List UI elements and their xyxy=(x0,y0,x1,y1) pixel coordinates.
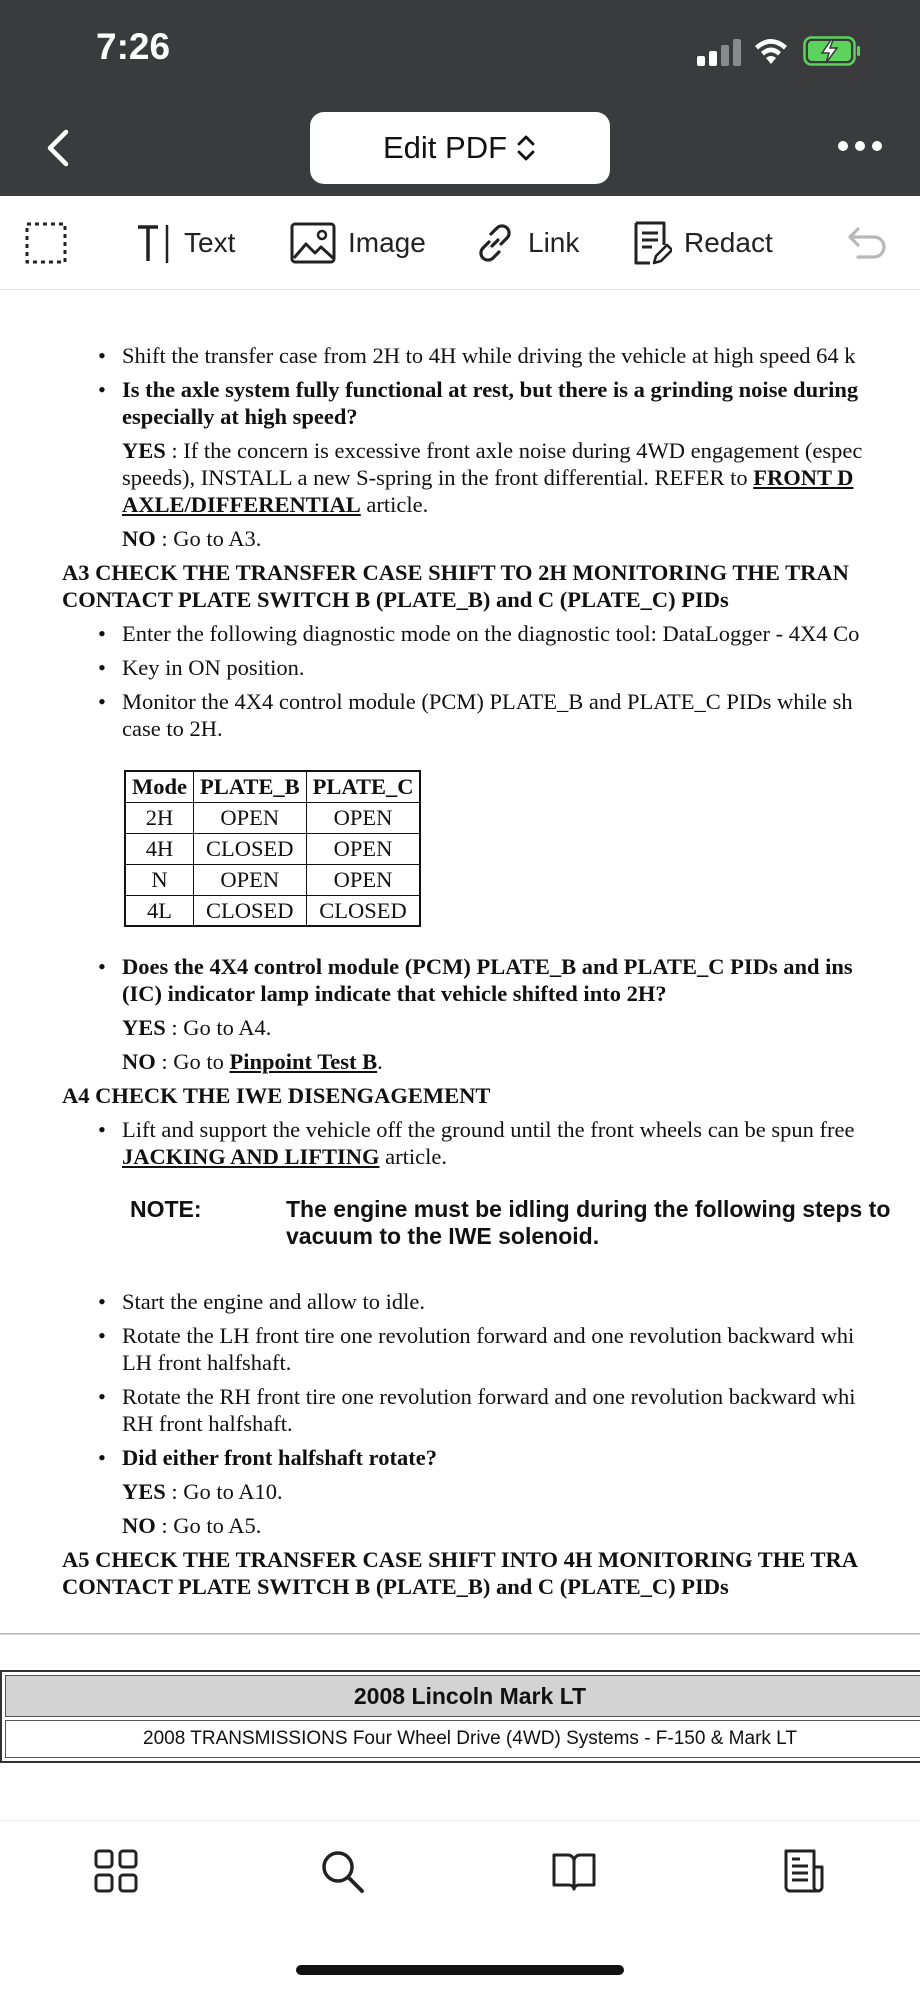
question-item: • Did either front halfshaft rotate? xyxy=(62,1444,920,1471)
link-tool-label: Link xyxy=(528,227,580,258)
bullet-item: • Shift the transfer case from 2H to 4H while driving the vehicle at high speed 64 k xyxy=(62,342,920,369)
redact-tool-label: Redact xyxy=(684,227,773,258)
redact-tool-button[interactable] xyxy=(632,196,773,290)
marquee-select-icon xyxy=(24,221,68,265)
search-icon[interactable] xyxy=(318,1847,366,1895)
redact-icon xyxy=(632,219,672,267)
image-tool-label: Image xyxy=(348,227,426,258)
pinpoint-test-b-link[interactable]: Pinpoint Test B xyxy=(229,1049,378,1074)
bullet-item: • Lift and support the vehicle off the ground until the front wheels can be spun free JACKING AND LIFTING article. xyxy=(62,1116,920,1170)
cellular-signal-icon xyxy=(697,38,741,66)
section-heading-a5: A5 CHECK THE TRANSFER CASE SHIFT INTO 4H MONITORING THE TRA CONTACT PLATE SWITCH B (PLATE_B) and C (PLATE_C) PIDs xyxy=(62,1547,859,1599)
thumbnails-grid-icon[interactable] xyxy=(92,1847,140,1895)
document-footer-box xyxy=(0,1670,920,1763)
status-time: 7:26 xyxy=(96,26,171,67)
table-row: 4H CLOSED OPEN xyxy=(125,833,420,864)
jacking-lifting-link[interactable]: JACKING AND LIFTING xyxy=(122,1144,380,1169)
top-bar xyxy=(0,0,920,196)
answer-yes: YES : Go to A4. xyxy=(122,1015,272,1040)
back-chevron-icon[interactable] xyxy=(42,128,76,168)
select-tool-button[interactable] xyxy=(24,196,68,290)
footer-section-title: 2008 TRANSMISSIONS Four Wheel Drive (4WD) Systems - F-150 & Mark LT xyxy=(5,1720,920,1758)
bullet-item: • Key in ON position. xyxy=(62,654,920,681)
table-row: 2H OPEN OPEN xyxy=(125,802,420,833)
page-separator xyxy=(0,1633,920,1635)
bottom-navigation xyxy=(0,1820,920,1990)
bullet-item: • Rotate the RH front tire one revolution forward and one revolution backward whi RH front halfshaft. xyxy=(62,1383,920,1437)
up-down-chevron-icon xyxy=(515,133,537,163)
link-icon xyxy=(474,222,516,264)
question-item: • Does the 4X4 control module (PCM) PLATE_B and PLATE_C PIDs and ins (IC) indicator lamp indicate that vehicle shifted into 2H? xyxy=(62,953,920,1007)
bullet-item: • Rotate the LH front tire one revolution forward and one revolution backward whi LH front halfshaft. xyxy=(62,1322,920,1376)
footer-vehicle-title: 2008 Lincoln Mark LT xyxy=(5,1675,920,1717)
answer-no: NO : Go to A3. xyxy=(122,526,262,551)
edit-mode-label: Edit PDF xyxy=(382,130,508,165)
section-heading-a4: A4 CHECK THE IWE DISENGAGEMENT xyxy=(62,1083,491,1108)
bullet-item: • Monitor the 4X4 control module (PCM) PLATE_B and PLATE_C PIDs while sh case to 2H. xyxy=(62,688,920,742)
image-tool-button[interactable] xyxy=(290,196,426,290)
battery-charging-icon xyxy=(803,36,861,66)
home-indicator[interactable] xyxy=(296,1965,624,1975)
front-axle-link[interactable]: FRONT D xyxy=(753,465,854,490)
edit-mode-selector[interactable] xyxy=(310,112,610,184)
edit-toolbar xyxy=(0,196,920,290)
pdf-page-footer-area xyxy=(0,1650,920,1822)
note-text: The engine must be idling during the following steps to vacuum to the IWE solenoid. xyxy=(286,1196,891,1249)
question-item: • Is the axle system fully functional at rest, but there is a grinding noise during especially at high speed? xyxy=(62,376,920,430)
reader-mode-icon[interactable] xyxy=(780,1847,828,1895)
undo-button[interactable] xyxy=(846,196,890,290)
answer-yes: YES : If the concern is excessive front axle noise during 4WD engagement (espec speeds), INSTALL a new S-spring in the front differential. REFER to FRONT D AXLE/DIFFERENTIAL article. xyxy=(122,438,863,517)
text-tool-button[interactable] xyxy=(136,196,235,290)
link-tool-button[interactable] xyxy=(474,196,579,290)
table-row: 4L CLOSED CLOSED xyxy=(125,895,420,926)
text-cursor-icon xyxy=(136,221,172,265)
wifi-icon xyxy=(754,36,788,66)
bullet-item: • Start the engine and allow to idle. xyxy=(62,1288,920,1315)
undo-icon xyxy=(846,223,890,263)
more-options-icon[interactable] xyxy=(836,136,884,156)
note-block xyxy=(62,1196,920,1262)
note-label: NOTE: xyxy=(130,1196,202,1222)
pdf-page-content xyxy=(62,342,920,1607)
image-icon xyxy=(290,222,336,264)
plate-pid-table xyxy=(124,770,421,927)
axle-differential-link[interactable]: AXLE/DIFFERENTIAL xyxy=(122,492,361,517)
answer-yes: YES : Go to A10. xyxy=(122,1479,283,1504)
answer-no: NO : Go to Pinpoint Test B. xyxy=(122,1049,383,1074)
table-row: N OPEN OPEN xyxy=(125,864,420,895)
answer-no: NO : Go to A5. xyxy=(122,1513,262,1538)
open-book-icon[interactable] xyxy=(550,1847,598,1895)
table-header: PLATE_B xyxy=(194,771,307,802)
text-tool-label: Text xyxy=(184,227,236,258)
pdf-page-view[interactable] xyxy=(0,290,920,1635)
section-heading-a3: A3 CHECK THE TRANSFER CASE SHIFT TO 2H MONITORING THE TRAN CONTACT PLATE SWITCH B (PLATE_B) and C (PLATE_C) PIDs xyxy=(62,560,849,612)
table-header: PLATE_C xyxy=(306,771,420,802)
bullet-item: • Enter the following diagnostic mode on the diagnostic tool: DataLogger - 4X4 Co xyxy=(62,620,920,647)
table-header: Mode xyxy=(125,771,194,802)
